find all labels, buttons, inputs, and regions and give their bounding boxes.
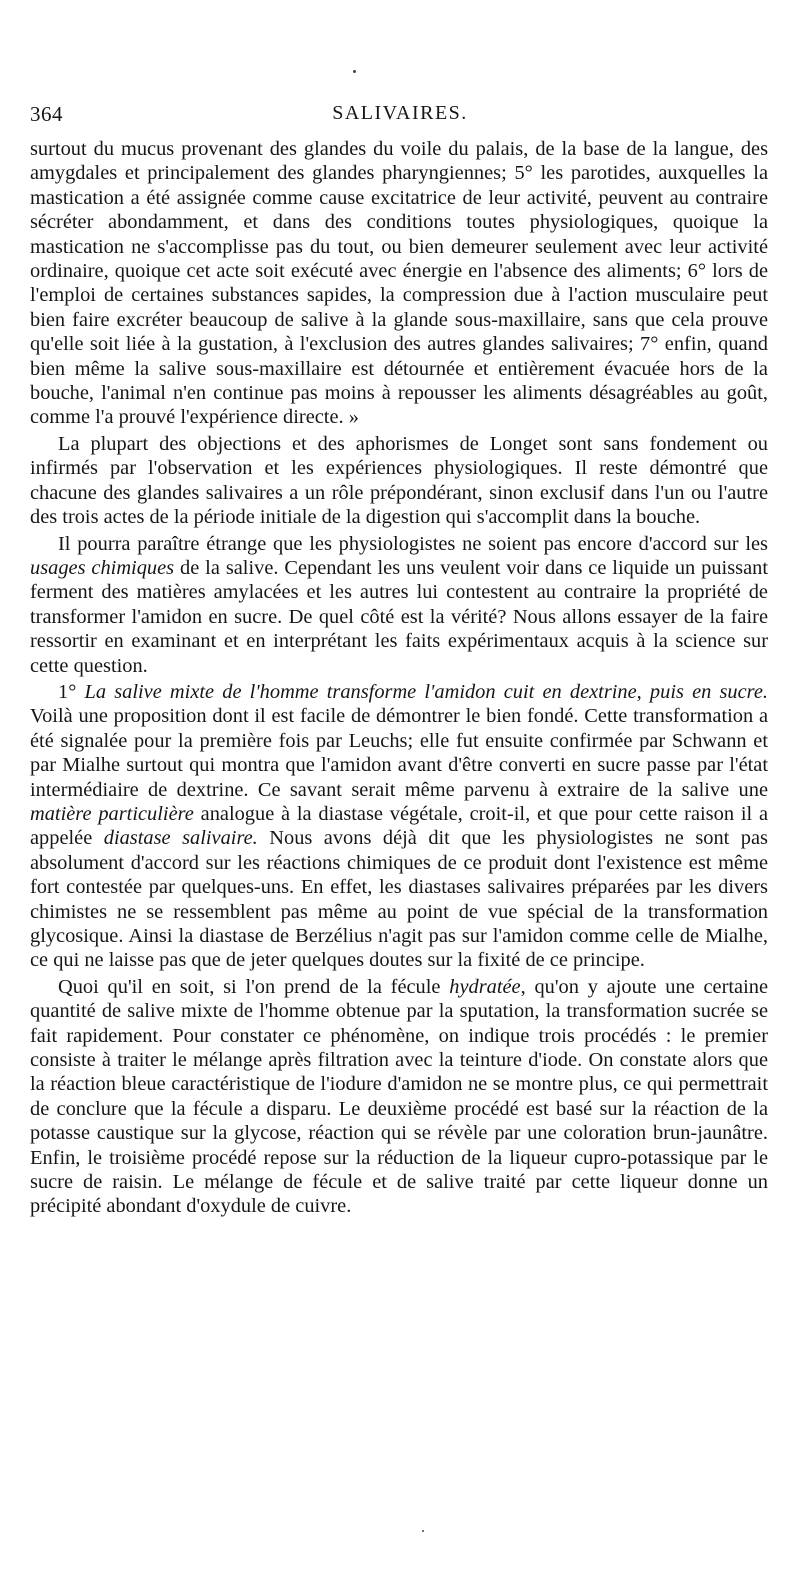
- running-title: SALIVAIRES.: [332, 102, 468, 124]
- text-segment: surtout du mucus provenant des glandes du voile du palais, de la base de la langue, des amygdales et principalement des glandes pharyngiennes; 5° les parotides, auxquelles la mastication a été assignée comme cause excitatrice de leur activité, peuvent au contraire sécréter abondamment, et dans des conditions toutes physiologiques, quoique la mastication ne s'accomplisse pas du tout, ou bien demeurer seulement avec leur activité ordinaire, quoique cet acte soit exécuté avec énergie en l'absence des aliments; 6° lors de l'emploi de certaines substances sapides, la compression due à l'action musculaire peut bien faire excréter beaucoup de salive à la glande sous-maxillaire, sans que cela prouve qu'elle soit liée à la gustation, à l'exclusion des autres glandes salivaires; 7° enfin, quand bien même la salive sous-maxillaire est détournée et entièrement évacuée hors de la bouche, l'animal n'en continue pas moins à repousser les aliments désagréables au goût, comme l'a prouvé l'expérience directe. »: [30, 138, 768, 429]
- text-segment: Nous avons déjà dit que les physiologistes ne sont pas absolument d'accord sur les réactions chimiques de ce produit dont l'existence est même fort contestée par quelques-uns. En effet, les diastases salivaires préparées par les divers chimistes ne se ressemblent pas même au point de vue spécial de la transformation glycosique. Ainsi la diastase de Berzélius n'agit pas sur l'amidon comme celle de Mialhe, ce qui ne laisse pas que de jeter quelques doutes sur la fixité de ce principe.: [30, 827, 768, 972]
- print-speck: [422, 1530, 424, 1532]
- page-number: 364: [30, 102, 63, 126]
- body-text: [30, 137, 768, 1219]
- paragraph: [30, 432, 768, 530]
- paragraph: [30, 680, 768, 973]
- italic-term: usages chimiques: [30, 556, 175, 579]
- italic-term: hydratée: [449, 975, 521, 998]
- text-segment: de la salive. Cependant les uns veulent voir dans ce liquide un puissant ferment des matières amylacées et les autres lui contestent au contraire la propriété de transformer l'amidon en sucre. De quel côté est la vérité? Nous allons essayer de la faire ressortir en examinant et en interprétant les faits expérimentaux acquis à la science sur cette question.: [30, 556, 768, 677]
- section-number: 1°: [58, 680, 85, 703]
- paragraph-continuation: [30, 137, 768, 430]
- text-segment: analogue à la diastase végétale, croit-il, et que pour cette raison il a appelée: [30, 802, 768, 850]
- text-segment: , qu'on y ajoute une certaine quantité de salive mixte de l'homme obtenue par la sputation, la transformation sucrée se fait rapidement. Pour constater ce phénomène, on indique trois procédés : le premier consiste à traiter le mélange après filtration avec la teinture d'iode. On constate alors que la réaction bleue caractéristique de l'iodure d'amidon ne se montre plus, ce qui permettrait de conclure que la fécule a disparu. Le deuxième procédé est basé sur la réaction de la potasse caustique sur la glycose, réaction qui se révèle par une coloration brun-jaunâtre. Enfin, le troisième procédé repose sur la réduction de la liqueur cupro-potassique par le sucre de raisin. Le mélange de fécule et de salive traité par cette liqueur donne un précipité abondant d'oxydule de cuivre.: [30, 975, 768, 1218]
- text-segment: Quoi qu'il en soit, si l'on prend de la fécule: [58, 975, 450, 998]
- italic-term: diastase salivaire.: [103, 827, 258, 850]
- text-segment: Voilà une proposition dont il est facile de démontrer le bien fondé. Cette transformation a été signalée pour la première fois par Leuchs; elle fut ensuite confirmée par Schwann et par Mialhe surtout qui montra que l'amidon avant d'être converti en sucre passe par l'état intermédiaire de dextrine. Ce savant serait même parvenu à extraire de la salive une: [30, 705, 768, 801]
- page-header: [30, 102, 770, 134]
- italic-term: matière particulière: [30, 802, 194, 825]
- text-segment: La plupart des objections et des aphorismes de Longet sont sans fondement ou infirmés par l'observation et les expériences physiologiques. Il reste démontré que chacune des glandes salivaires a un rôle prépondérant, sinon exclusif dans l'un ou l'autre des trois actes de la période initiale de la digestion qui s'accomplit dans la bouche.: [30, 432, 768, 529]
- print-speck: [353, 70, 356, 73]
- paragraph: [30, 532, 768, 678]
- text-segment: Il pourra paraître étrange que les physiologistes ne soient pas encore d'accord sur les: [58, 532, 768, 555]
- italic-proposition: La salive mixte de l'homme transforme l'amidon cuit en dextrine, puis en sucre.: [84, 680, 768, 703]
- paragraph: [30, 975, 768, 1219]
